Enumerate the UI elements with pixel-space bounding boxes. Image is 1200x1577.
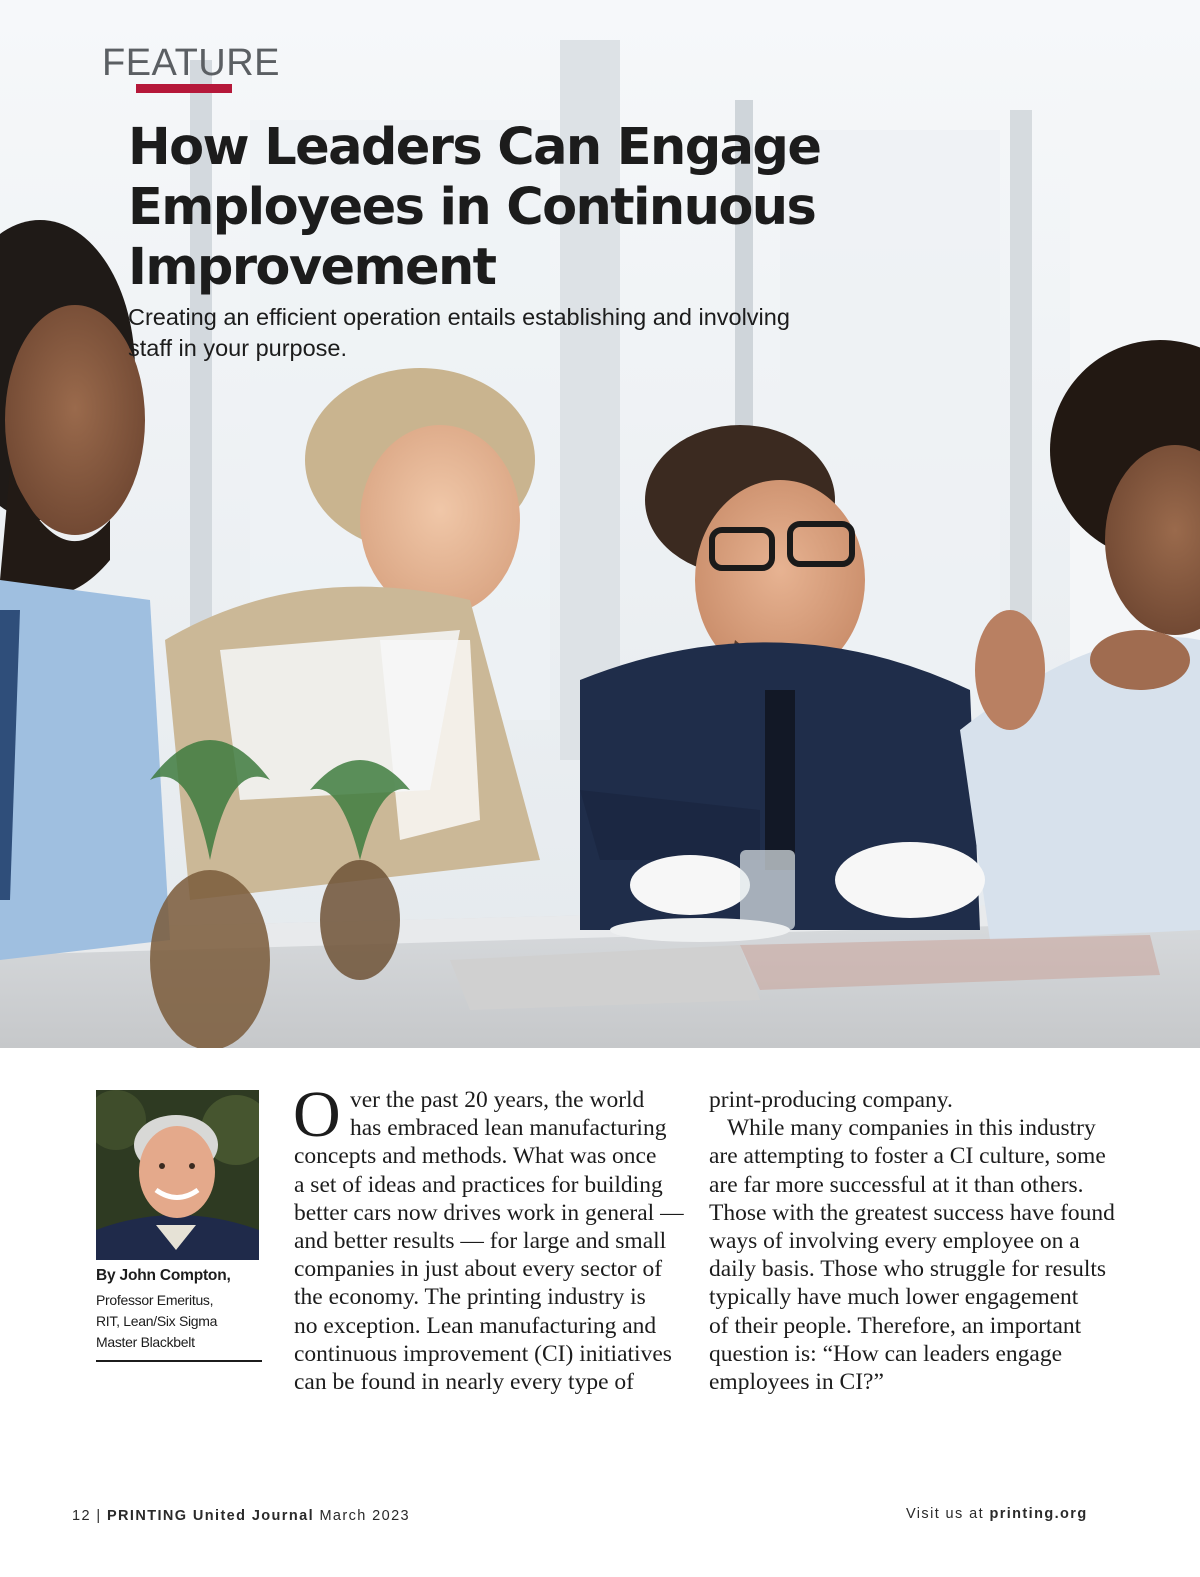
section-label: FEATURE: [102, 42, 281, 84]
visit-prefix: Visit us at: [906, 1506, 984, 1522]
body-line: better cars now drives work in general —: [294, 1199, 684, 1226]
body-line: concepts and methods. What was once: [294, 1143, 657, 1170]
body-column-2: [709, 1086, 1115, 1396]
subhead-line: staff in your purpose.: [128, 335, 348, 361]
author-title-line: Professor Emeritus,: [96, 1292, 214, 1308]
body-line: daily basis. Those who struggle for results: [709, 1256, 1107, 1283]
website-link[interactable]: printing.org: [989, 1506, 1088, 1522]
body-line: typically have much lower engagement: [709, 1284, 1079, 1311]
author-title-line: Master Blackbelt: [96, 1334, 195, 1350]
body-line: print-producing company.: [709, 1087, 953, 1113]
headline-line: Employees in Continuous: [128, 178, 816, 237]
issue-date: March 2023: [319, 1508, 411, 1524]
subhead-line: Creating an efficient operation entails establishing and involving: [128, 304, 790, 330]
body-line: Those with the greatest success have found: [709, 1199, 1115, 1226]
page-footer-left: [72, 1508, 410, 1524]
body-line: can be found in nearly every type of: [294, 1369, 634, 1396]
author-title: [96, 1290, 266, 1353]
author-title-line: RIT, Lean/Six Sigma: [96, 1313, 218, 1329]
body-line: companies in just about every sector of: [294, 1256, 663, 1283]
publication-name: PRINTING United Journal: [106, 1508, 314, 1524]
author-divider: [96, 1360, 262, 1362]
body-line: employees in CI?”: [709, 1369, 884, 1396]
body-line: question is: “How can leaders engage: [709, 1340, 1063, 1367]
body-line: ver the past 20 years, the world: [350, 1087, 645, 1113]
author-name: By John Compton,: [96, 1267, 231, 1284]
headline-line: How Leaders Can Engage: [128, 118, 821, 177]
body-line: of their people. Therefore, an important: [709, 1312, 1082, 1339]
body-column-1: [294, 1086, 689, 1396]
body-line: are far more successful at it than others.: [709, 1171, 1084, 1198]
body-line: While many companies in this industry: [727, 1115, 1096, 1142]
body-line: has embraced lean manufacturing: [350, 1115, 667, 1142]
body-line: the economy. The printing industry is: [294, 1284, 646, 1311]
author-headshot: [96, 1090, 259, 1260]
author-photo: [96, 1090, 259, 1260]
drop-cap: O: [293, 1078, 341, 1151]
body-line: are attempting to foster a CI culture, some: [709, 1143, 1106, 1170]
body-line: ways of involving every employee on a: [709, 1228, 1080, 1255]
headline-line: Improvement: [128, 238, 496, 297]
section-accent-rule: [136, 84, 232, 93]
body-line: no exception. Lean manufacturing and: [294, 1312, 657, 1339]
article-subhead: [128, 302, 858, 364]
page-footer-right: [906, 1506, 1088, 1522]
body-line: and better results — for large and small: [294, 1228, 667, 1255]
body-line: continuous improvement (CI) initiatives: [294, 1340, 672, 1367]
footer-separator: |: [96, 1508, 102, 1524]
article-headline: [128, 118, 848, 298]
body-line: a set of ideas and practices for building: [294, 1171, 663, 1198]
page-number: 12: [72, 1508, 91, 1524]
